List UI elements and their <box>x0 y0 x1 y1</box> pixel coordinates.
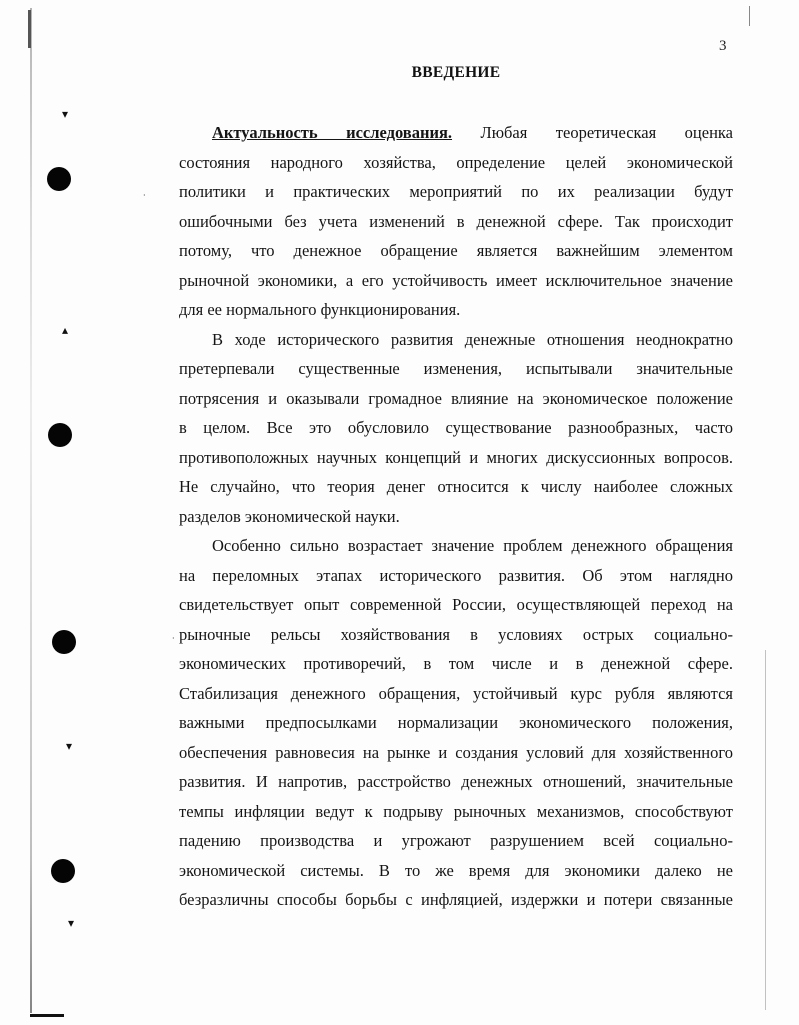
text-line: на переломных этапах исторического развития. Об этом наглядно <box>179 565 733 585</box>
page-title: ВВЕДЕНИЕ <box>411 64 501 81</box>
scan-left-edge-mark <box>28 10 31 48</box>
punch-hole <box>47 167 71 191</box>
text-line: Стабилизация денежного обращения, устойчивый курс рубля являются <box>179 683 733 703</box>
text-line: в целом. Все это обусловило существование разнообразных, часто <box>179 418 733 437</box>
text-line: В ходе исторического развития денежные отношения неоднократно <box>212 329 733 349</box>
text-line: падению производства и угрожают разрушением всей социально- <box>179 831 733 850</box>
scan-speck: ▾ <box>66 739 73 753</box>
text-line: Не случайно, что теория денег относится к числу наиболее сложных <box>179 477 733 496</box>
text-line: темпы инфляции ведут к подрыву рыночных механизмов, способствуют <box>179 801 733 821</box>
punch-hole <box>52 630 76 654</box>
scan-speck: · <box>143 191 146 200</box>
text-line: для ее нормального функционирования. <box>179 300 461 319</box>
text-line <box>179 118 733 148</box>
scan-bottom-edge-mark <box>30 1014 64 1017</box>
text-line: безразличны способы борьбы с инфляцией, издержки и потери связанные <box>179 890 733 909</box>
text-line: экономических противоречий, в том числе и в денежной сфере. <box>179 654 733 673</box>
text-line: рыночной экономики, а его устойчивость имеет исключительное значение <box>179 270 733 290</box>
punch-hole <box>48 423 72 447</box>
text-line-content: Любая теоретическая оценка <box>480 123 733 142</box>
text-line: обеспечения равновесия на рынке и создания условий для хозяйственного <box>179 742 733 762</box>
text-line: свидетельствует опыт современной России, осуществляющей переход на <box>179 595 733 614</box>
body-text <box>179 118 733 915</box>
scan-speck: ▴ <box>62 323 69 337</box>
scan-speck: ▾ <box>62 107 69 121</box>
text-line: важными предпосылками нормализации экономического положения, <box>179 713 733 732</box>
scan-left-edge <box>30 8 32 1013</box>
paragraph-lead: Актуальность исследования. <box>212 123 453 142</box>
text-line: экономической системы. В то же время для экономики далеко не <box>179 860 733 880</box>
text-line: потрясения и оказывали громадное влияние на экономическое положение <box>179 388 733 408</box>
text-line: Особенно сильно возрастает значение проблем денежного обращения <box>212 536 733 555</box>
text-line: состояния народного хозяйства, определение целей экономической <box>179 152 733 172</box>
text-line: ошибочными без учета изменений в денежной сфере. Так происходит <box>179 211 733 231</box>
text-line: потому, что денежное обращение является важнейшим элементом <box>179 241 733 260</box>
scan-right-edge <box>765 650 766 1010</box>
scan-speck: ▾ <box>68 916 75 930</box>
text-line: рыночные рельсы хозяйствования в условиях острых социально- <box>179 624 733 644</box>
punch-hole <box>51 859 75 883</box>
scan-speck: · <box>172 634 175 643</box>
text-line: противоположных научных концепций и многих дискуссионных вопросов. <box>179 447 733 467</box>
text-line: политики и практических мероприятий по их реализации будут <box>179 182 733 201</box>
text-line: претерпевали существенные изменения, испытывали значительные <box>179 359 733 378</box>
scan-right-top-mark <box>749 6 750 26</box>
text-line: развития. И напротив, расстройство денежных отношений, значительные <box>179 772 733 791</box>
text-line: разделов экономической науки. <box>179 506 400 526</box>
page-number: 3 <box>719 38 727 54</box>
